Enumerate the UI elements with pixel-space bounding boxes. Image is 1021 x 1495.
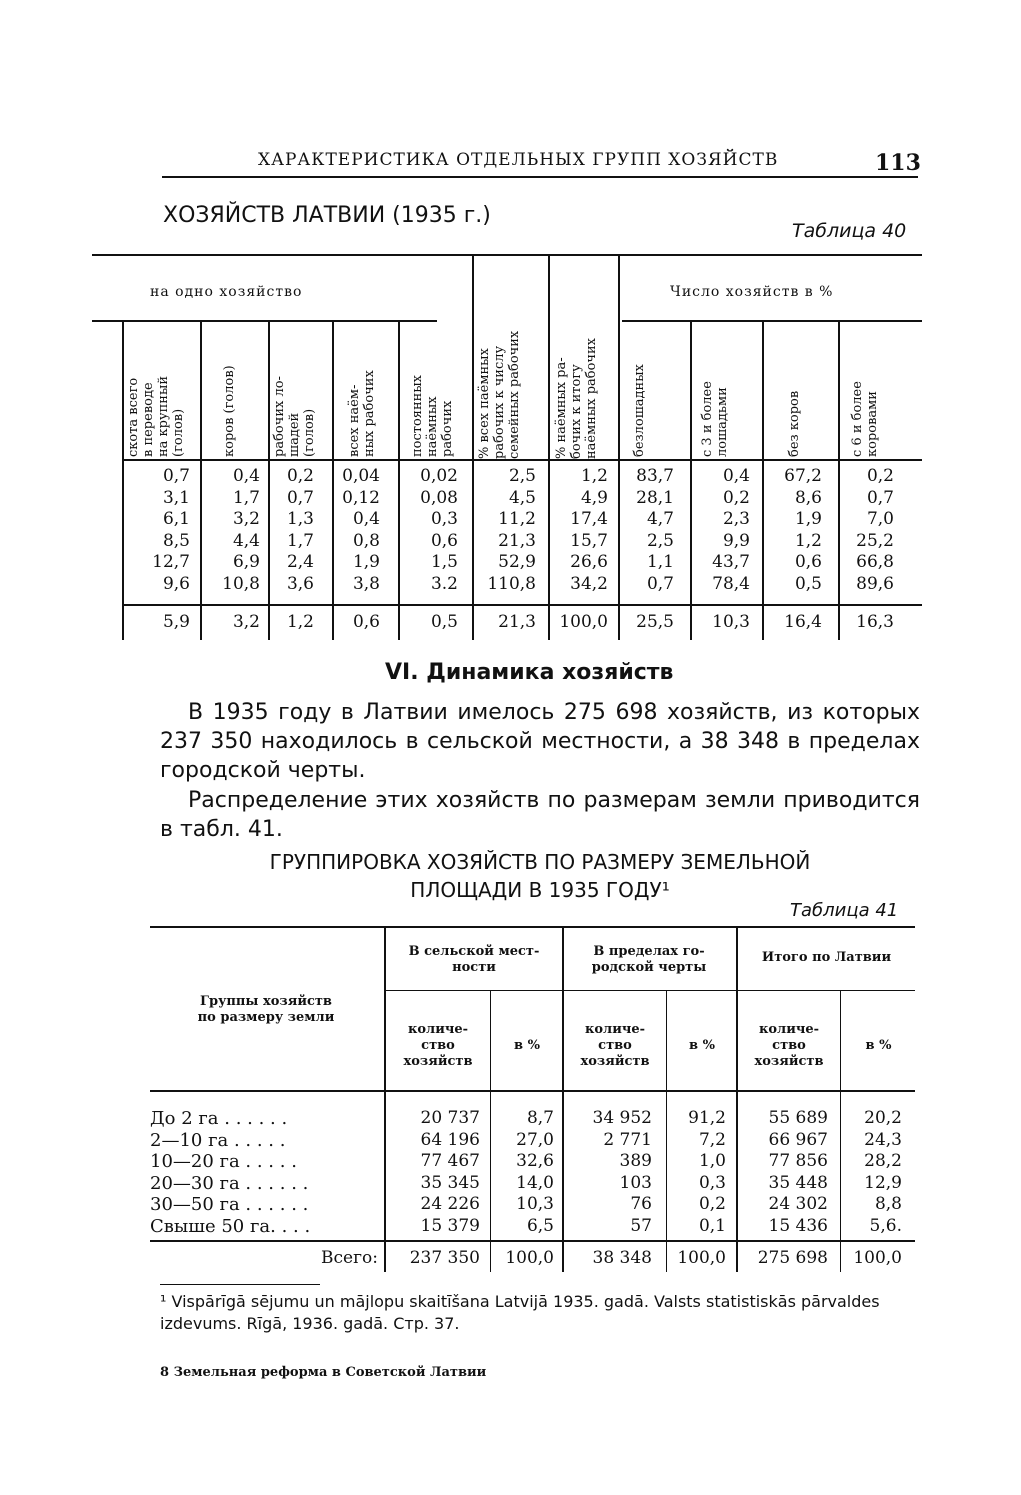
table41-total: 38 348 [592, 1248, 652, 1268]
table40-cell: 34,2 [570, 573, 608, 594]
table40-col-cows [204, 466, 260, 595]
table40-cell: 78,4 [712, 573, 750, 594]
table40-cell: 0,7 [162, 466, 190, 486]
table40-cell: 0,6 [430, 530, 458, 551]
table40-cell: 7,0 [866, 509, 894, 529]
table41-cell: 2 771 [603, 1129, 652, 1150]
table41-head-count: количе- ство хозяйств [754, 1022, 824, 1069]
table40-cell: 6,1 [162, 509, 190, 529]
paragraph-1: В 1935 году в Латвии имелось 275 698 хозяйств, из которых 237 350 находилось в сельской местности, а 38 348 в пределах городской черты. [160, 700, 920, 783]
table40-cell: 110,8 [487, 573, 536, 594]
header-rule [162, 176, 918, 178]
table40-cell: 83,7 [636, 466, 674, 486]
table40-cell: 1,1 [646, 552, 674, 572]
table41-total-rule [150, 1240, 915, 1242]
table40-total: 0,6 [352, 612, 380, 632]
table40-cell: 1,2 [794, 530, 822, 551]
table40-cell: 0,8 [352, 530, 380, 551]
table41-total-label: Всего: [321, 1248, 378, 1268]
table40-cell: 0,2 [722, 487, 750, 508]
table40-group-right: Число хозяйств в % [670, 284, 834, 300]
table40-head-hired-pct [477, 264, 547, 459]
table40-col-hired-share [552, 466, 608, 595]
table41-cell: 103 [619, 1172, 652, 1193]
running-title: ХАРАКТЕРИСТИКА ОТДЕЛЬНЫХ ГРУПП ХОЗЯЙСТВ [258, 150, 779, 170]
table40-cell: 0,3 [430, 509, 458, 529]
table40-cell: 89,6 [856, 573, 894, 594]
table40-cell: 0,4 [232, 466, 260, 486]
table40-cell: 6,9 [232, 552, 260, 572]
table40-cell: 9,6 [162, 573, 190, 594]
table40-cell: 0,02 [420, 466, 458, 486]
table40-cell: 1,9 [794, 509, 822, 529]
table41-cell: 0,2 [698, 1194, 726, 1214]
table40-col-6-cows [842, 466, 894, 595]
table40-cell: 21,3 [498, 530, 536, 551]
table40-total: 25,5 [636, 612, 674, 632]
table41-cell: 91,2 [688, 1108, 726, 1128]
table41-cell: 1,0 [698, 1151, 726, 1171]
table41-head-count: количе- ство хозяйств [580, 1022, 650, 1069]
table41-vrule [840, 990, 841, 1272]
table40-head-permanent-hired [410, 322, 482, 457]
table41-cell: 14,0 [516, 1172, 554, 1193]
table41-row-label: Свыше 50 га. . . . [150, 1215, 311, 1237]
table40-col-hired-pct [476, 466, 536, 595]
table41-cell: 32,6 [516, 1151, 554, 1171]
table41-total: 237 350 [409, 1248, 480, 1268]
table40-head-horseless [632, 322, 704, 457]
table40-cell: 17,4 [570, 509, 608, 529]
table41-cell: 8,7 [526, 1108, 554, 1128]
page-number: 113 [875, 150, 921, 176]
table40-cell: 67,2 [784, 466, 822, 486]
table40-total: 0,5 [430, 612, 458, 632]
table40-head-all-hired [347, 322, 419, 457]
table41-cell: 77 856 [768, 1151, 828, 1171]
table40-cell: 12,7 [152, 552, 190, 572]
table41-cell: 7,2 [698, 1129, 726, 1150]
table41-vrule [490, 990, 491, 1272]
table40-top-rule [92, 254, 922, 256]
paragraph-2: Распределение этих хозяйств по размерам земли приводится в табл. 41. [160, 788, 920, 842]
table40-label: Таблица 40 [792, 220, 907, 242]
table40-head-no-cows [787, 322, 859, 457]
table41-cell: 20 737 [420, 1108, 480, 1128]
table40-cell: 1,3 [286, 509, 314, 529]
table41-cell: 77 467 [420, 1151, 480, 1171]
footnote-rule [160, 1284, 320, 1285]
table41-col-urban-pct [670, 1108, 726, 1237]
table40-cell: 4,4 [232, 530, 260, 551]
table40-head-6-cows-text: с 6 и более коровами [850, 381, 880, 457]
table40-head-livestock [126, 322, 198, 457]
table40-cell: 1,7 [286, 530, 314, 551]
table40-cell: 3.2 [430, 573, 458, 594]
table41-cell: 8,8 [874, 1194, 902, 1214]
table40-col-no-cows [766, 466, 822, 595]
table41-head-rural: В сельской мест- ности [408, 944, 540, 975]
table40-cell: 15,7 [570, 530, 608, 551]
table41-cell: 55 689 [768, 1108, 828, 1128]
table40-cell: 4,5 [508, 487, 536, 508]
table40-cell: 26,6 [570, 552, 608, 572]
table40-cell: 11,2 [498, 509, 536, 529]
table41-vrule [562, 926, 564, 1272]
table41-head-urban: В пределах го- родской черты [591, 944, 707, 975]
table41-col-rural-count [390, 1108, 480, 1237]
table41-head-pct: в % [689, 1038, 715, 1053]
table40-head-hired-share [554, 264, 624, 459]
table40-cell: 3,8 [352, 573, 380, 594]
table40-cell: 0,2 [286, 466, 314, 486]
table40-head-3-horses-text: с 3 и более лошадьми [700, 381, 730, 457]
table40-total: 100,0 [559, 612, 608, 632]
table40-cell: 1,2 [580, 466, 608, 486]
table40-head-hired-share-text: % наёмных ра- бочих к итогу наёмных рабочих [554, 337, 599, 459]
table41-cell: 24 226 [420, 1194, 480, 1214]
table40-cell: 25,2 [856, 530, 894, 551]
table40-cell: 52,9 [498, 552, 536, 572]
table40-cell: 0,04 [342, 466, 380, 486]
table41-cell: 76 [630, 1194, 652, 1214]
table41-col-rural-pct [494, 1108, 554, 1237]
table40-cell: 3,1 [162, 487, 190, 508]
table40 [122, 254, 922, 644]
table41-vrule [666, 990, 667, 1272]
table40-col-horses [272, 466, 314, 595]
table40-group-left: на одно хозяйство [150, 284, 303, 300]
table40-cell: 28,1 [636, 487, 674, 508]
table40-cell: 8,5 [162, 530, 190, 551]
table40-cell: 0,7 [286, 487, 314, 508]
table40-total: 10,3 [712, 612, 750, 632]
table41-cell: 27,0 [516, 1129, 554, 1150]
table40-head-horseless-text: безлошадных [632, 364, 647, 457]
table40-head-cows-text: коров (голов) [222, 365, 237, 457]
table40-cell: 0,5 [794, 573, 822, 594]
table41-cell: 34 952 [592, 1108, 652, 1128]
table40-cell: 0,2 [866, 466, 894, 486]
table40-head-3-horses [700, 322, 772, 457]
table41 [150, 926, 915, 1276]
table41-vrule [384, 926, 386, 1272]
table41-cell: 15 379 [420, 1215, 480, 1236]
table40-col-all-hired [336, 466, 380, 595]
table41-cell: 0,3 [698, 1172, 726, 1193]
table41-head-pct: в % [514, 1038, 540, 1053]
table41-row-label: До 2 га . . . . . . [150, 1108, 288, 1129]
table41-col-urban-count [566, 1108, 652, 1237]
table40-total: 16,3 [856, 612, 894, 632]
table41-row-label: 10—20 га . . . . . [150, 1151, 297, 1172]
table41-cell: 28,2 [864, 1151, 902, 1171]
table40-cell: 66,8 [856, 552, 894, 572]
table40-total-rule [122, 604, 922, 606]
table40-cell: 2,5 [508, 466, 536, 486]
table40-col-horseless [622, 466, 674, 595]
table40-cell: 1,5 [430, 552, 458, 572]
table40-title: ХОЗЯЙСТВ ЛАТВИИ (1935 г.) [163, 203, 491, 228]
table40-cell: 1,7 [232, 487, 260, 508]
table40-vrule [548, 254, 550, 640]
table41-cell: 389 [619, 1151, 652, 1171]
table41-title-line1: ГРУППИРОВКА ХОЗЯЙСТВ ПО РАЗМЕРУ ЗЕМЕЛЬНОЙ [269, 850, 811, 874]
table40-head-permanent-hired-text: постоянных наёмных рабочих [410, 375, 455, 457]
table41-cell: 6,5 [526, 1215, 554, 1236]
table40-vrule [200, 320, 202, 640]
table40-head-no-cows-text: без коров [787, 390, 802, 457]
table40-head-all-hired-text: всех наём- ных рабочих [347, 370, 377, 457]
section-heading: VI. Динамика хозяйств [385, 660, 674, 685]
table41-total: 100,0 [505, 1248, 554, 1268]
table41-head-rule [150, 1090, 915, 1092]
table40-col-permanent-hired [402, 466, 458, 595]
table41-row-label: 30—50 га . . . . . . [150, 1194, 309, 1215]
table41-cell: 35 345 [420, 1172, 480, 1193]
table41-total: 275 698 [757, 1248, 828, 1268]
table40-cell: 2,5 [646, 530, 674, 551]
table40-cell: 0,08 [420, 487, 458, 508]
table40-cell: 0,7 [646, 573, 674, 594]
table41-cell: 24 302 [768, 1194, 828, 1214]
table41-group-rule [386, 990, 915, 991]
table40-head-horses [272, 322, 344, 457]
table40-total: 3,2 [232, 612, 260, 632]
table40-total: 5,9 [162, 612, 190, 632]
table41-cell: 24,3 [864, 1129, 902, 1150]
table40-head-hired-pct-text: % всех паёмных рабочих к числу семейных рабочих [477, 330, 522, 459]
table41-head-count: количе- ство хозяйств [403, 1022, 473, 1069]
signature-line: 8 Земельная реформа в Советской Латвии [160, 1365, 487, 1380]
table41-title-line2: ПЛОЩАДИ В 1935 ГОДУ¹ [410, 878, 670, 902]
table41-cell: 10,3 [516, 1194, 554, 1214]
table41-vrule [736, 926, 738, 1272]
table40-vrule [122, 320, 124, 640]
table41-cell: 35 448 [768, 1172, 828, 1193]
table40-cell: 10,8 [222, 573, 260, 594]
table40-cell: 2,3 [722, 509, 750, 529]
table40-cell: 4,7 [646, 509, 674, 529]
table41-row-label: 20—30 га . . . . . . [150, 1172, 309, 1194]
table40-cell: 3,2 [232, 509, 260, 529]
table41-row-labels [150, 1108, 310, 1237]
table40-total: 1,2 [286, 612, 314, 632]
table40-cell: 43,7 [712, 552, 750, 572]
table41-cell: 20,2 [864, 1108, 902, 1128]
table40-total: 16,4 [784, 612, 822, 632]
table40-cell: 8,6 [794, 487, 822, 508]
table41-total: 100,0 [853, 1248, 902, 1268]
table40-col-3-horses [694, 466, 750, 595]
table40-head-livestock-text: скота всего в переводе на крупный (голов) [126, 376, 186, 457]
table40-head-6-cows [850, 322, 922, 457]
table40-cell: 0,6 [794, 552, 822, 572]
table41-col-total-count [740, 1108, 828, 1237]
table41-cell: 12,9 [864, 1172, 902, 1193]
table41-total: 100,0 [677, 1248, 726, 1268]
table40-total: 21,3 [498, 612, 536, 632]
table40-cell: 3,6 [286, 573, 314, 594]
table41-cell: 64 196 [420, 1129, 480, 1150]
table41-label: Таблица 41 [790, 900, 899, 921]
footnote: ¹ Vispārīgā sējumu un mājlopu skaitīšana Latvijā 1935. gadā. Valsts statistiskās pārvaldes izdevums. Rīgā, 1936. gadā. Стр. 37. [160, 1292, 880, 1333]
table40-cell: 0,7 [866, 487, 894, 508]
table41-cell: 5,6. [869, 1215, 902, 1236]
table41-cell: 66 967 [768, 1129, 828, 1150]
table40-col-livestock [132, 466, 190, 595]
table40-head-horses-text: рабочих ло- шадей (голов) [272, 376, 317, 457]
table40-cell: 0,4 [352, 509, 380, 529]
table41-col-total-pct [844, 1108, 902, 1237]
table40-cell: 1,9 [352, 552, 380, 572]
table40-cell: 0,4 [722, 466, 750, 486]
table41-cell: 57 [630, 1215, 652, 1236]
table41-row-label: 2—10 га . . . . . [150, 1129, 286, 1151]
table40-cell: 0,12 [342, 487, 380, 508]
table41-head-total: Итого по Латвии [761, 950, 892, 965]
table40-cell: 4,9 [580, 487, 608, 508]
table41-cell: 15 436 [768, 1215, 828, 1236]
table40-cell: 2,4 [286, 552, 314, 572]
table41-top-rule [150, 926, 915, 928]
table41-head-groups: Группы хозяйств по размеру земли [197, 994, 335, 1025]
table40-cell: 9,9 [722, 530, 750, 551]
table41-head-pct: в % [865, 1038, 892, 1053]
table41-cell: 0,1 [698, 1215, 726, 1236]
table40-head-rule [122, 459, 922, 461]
table41-title [160, 848, 920, 904]
